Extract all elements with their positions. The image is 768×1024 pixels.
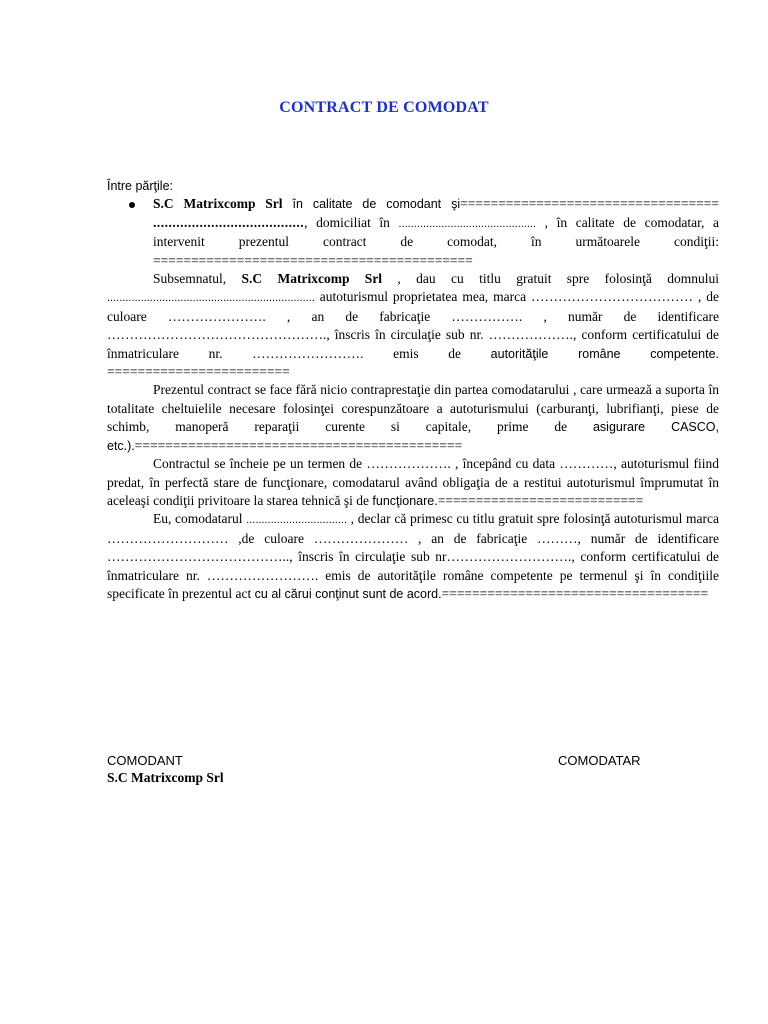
contract-body	[107, 177, 719, 603]
company-name: S.C Matrixcomp Srl	[153, 196, 283, 212]
comodatar-blank: .................................	[246, 514, 348, 527]
paragraph-1	[107, 270, 719, 381]
fill-line: ===========================	[437, 492, 644, 508]
p4-end-text: cu al cărui conţinut sunt de acord.	[254, 586, 442, 601]
fill-line: ========================	[107, 364, 290, 380]
domiciliat-text: , domiciliat în	[304, 214, 399, 230]
p1-vehicle-text: autoturismul proprietatea mea, marca ……………………………… , de culoare …………………. , an de fabricaţie ……………. , număr de identificare …………………………………………., înscris în circulaţie sub nr. ………………., conform certificatului de înmatriculare nr. ……………………. emis de	[107, 289, 719, 361]
fill-line: ==========================================	[153, 252, 473, 268]
p1-text: , dau cu titlu gratuit spre folosinţă domnului	[382, 271, 720, 287]
comodatar-name-blank: .......................................	[153, 214, 305, 230]
comodant-company-name: S.C Matrixcomp Srl	[107, 770, 224, 785]
p3-text: Contractul se încheie pe un termen de ………………. , începând cu data …………, autoturismul fiind predat, în perfectă stare de funcţionare, comodatarul având obligaţia de a restitui autoturismul împrumutat în aceleaşi condiţii privitoare la starea tehnică şi de	[107, 456, 719, 508]
bullet-icon	[129, 202, 135, 208]
signature-comodatar	[558, 752, 641, 769]
p1-start: Subsemnatul,	[153, 271, 242, 287]
signature-comodant	[107, 752, 224, 786]
fill-line: ==================================	[460, 196, 719, 212]
comodant-role-text: în calitate de comodant şi	[282, 197, 461, 212]
paragraph-2	[107, 381, 719, 455]
company-name: S.C Matrixcomp Srl	[241, 271, 383, 287]
intro-text: Între părţile:	[107, 179, 174, 193]
p4-start: Eu, comodatarul	[153, 511, 247, 527]
p4-text: , declar că primesc cu titlu gratuit spre folosinţă autoturismul marca ……………………… ,de culoare ………………… , an de fabricaţie ………, număr de identificare ………………………………….., înscris în circulaţie sub nr………………………., conform certificatului de înmatriculare nr. ……………………. emis de autorităţile române competente pe termenul şi în condiţiile specificate în prezentul act	[107, 511, 719, 601]
p2-text: Prezentul contract se face fără nicio contraprestaţie din partea comodatarului , care urmează a suporta în totalitate cheltuielile necesare folosinţei corespunzătoare a autoturismului (carburanţi, lubrifianţi, piese de schimb, manoperă reparaţii curente si capitale, prime de	[107, 382, 719, 435]
parties-bullet	[107, 195, 719, 270]
comodant-label: COMODANT	[107, 753, 183, 768]
paragraph-4	[107, 510, 719, 603]
comodatar-role-text: , în calitate de comodatar, a intervenit prezentul contract de comodat, în următoarele condiţii:	[153, 214, 719, 250]
document-title: CONTRACT DE COMODAT	[279, 99, 489, 116]
beneficiary-blank: ....................................................................	[107, 292, 315, 305]
p3-end-text: funcţionare.	[372, 493, 438, 508]
fill-line: ===================================	[441, 585, 709, 601]
paragraph-3	[107, 455, 719, 510]
comodatar-label: COMODATAR	[558, 753, 641, 768]
fill-line: ===========================================	[134, 437, 463, 453]
p1-end-text: autorităţile române competente.	[490, 346, 720, 361]
p2-end-text: asigurare CASCO, etc.).	[107, 420, 719, 453]
address-blank: .............................................	[398, 217, 537, 230]
